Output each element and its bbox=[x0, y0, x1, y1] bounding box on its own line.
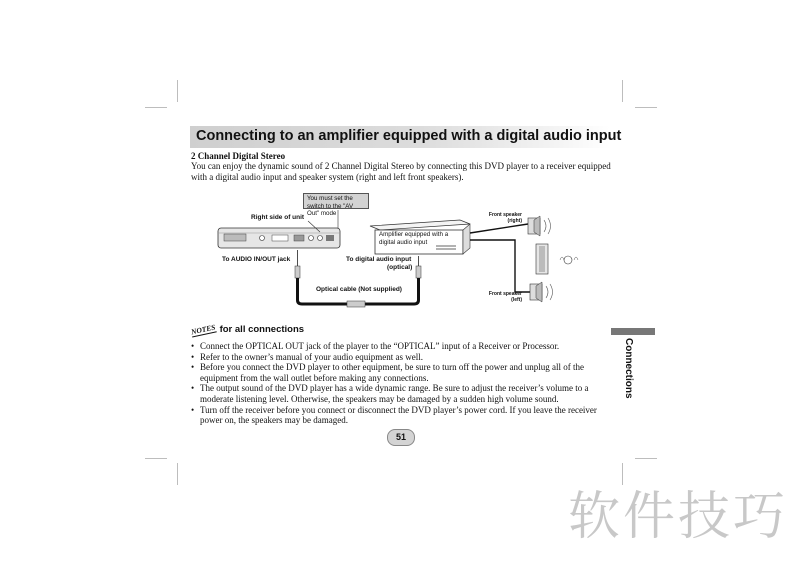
crop-mark bbox=[177, 80, 178, 102]
intro-paragraph: You can enjoy the dynamic sound of 2 Channel Digital Stereo by connecting this DVD player to a receiver equipped with a digital audio input and speaker system (right and left front speakers). bbox=[191, 161, 611, 182]
list-item: • Refer to the owner’s manual of your audio equipment as well. bbox=[191, 352, 621, 363]
crop-mark bbox=[635, 458, 657, 459]
list-item: • Connect the OPTICAL OUT jack of the player to the “OPTICAL” input of a Receiver or Processor. bbox=[191, 341, 621, 352]
section-title-bar bbox=[190, 126, 622, 148]
crop-mark bbox=[635, 107, 657, 108]
speaker-left bbox=[530, 282, 553, 302]
digital-input-optical-label: (optical) bbox=[387, 264, 413, 271]
page-number: 51 bbox=[387, 429, 415, 446]
audio-jack-label: To AUDIO IN/OUT jack bbox=[222, 256, 291, 263]
crop-mark bbox=[622, 80, 623, 102]
listener-area bbox=[536, 244, 578, 274]
wire-right bbox=[470, 224, 528, 233]
front-speaker-right-label: Front speaker (right) bbox=[488, 212, 522, 224]
crop-mark bbox=[177, 463, 178, 485]
list-item: • Turn off the receiver before you connect or disconnect the DVD player’s power cord. If you leave the receiver power on, the speakers may be damaged. bbox=[191, 405, 621, 426]
crop-mark bbox=[145, 458, 167, 459]
side-tab bbox=[620, 338, 634, 399]
notes-header bbox=[191, 324, 304, 335]
digital-input-label: To digital audio input bbox=[346, 256, 412, 263]
amplifier-label: Amplifier equipped with a digital audio input bbox=[379, 231, 449, 246]
dvd-player bbox=[218, 228, 340, 248]
right-side-label: Right side of unit bbox=[251, 214, 305, 221]
crop-mark bbox=[145, 107, 167, 108]
list-item: • Before you connect the DVD player to other equipment, be sure to turn off the power and unplug all of the equipment from the wall outlet before making any connections. bbox=[191, 362, 621, 383]
section-title: Connecting to an amplifier equipped with a digital audio input bbox=[196, 128, 622, 144]
notes-icon: NOTES bbox=[190, 322, 217, 336]
connection-diagram bbox=[210, 188, 590, 318]
subheading: 2 Channel Digital Stereo bbox=[191, 151, 286, 161]
watermark: 软件技巧 bbox=[568, 487, 789, 547]
switch-note: You must set the switch to the "AV Out" mode bbox=[303, 193, 369, 209]
side-tab-label: Connections bbox=[623, 338, 634, 399]
optical-cable-label: Optical cable (Not supplied) bbox=[316, 286, 402, 293]
speaker-right bbox=[528, 216, 551, 236]
side-tab-bar bbox=[611, 328, 655, 335]
notes-list bbox=[191, 341, 621, 426]
notes-title: for all connections bbox=[219, 324, 305, 335]
diagram-graphics bbox=[210, 188, 590, 318]
list-item: • The output sound of the DVD player has a wide dynamic range. Be sure to adjust the receiver’s volume to a moderate listening level. Otherwise, the speakers may be damaged by a sudden high volume sound. bbox=[191, 383, 621, 404]
wire-left bbox=[470, 240, 530, 292]
front-speaker-left-label: Front speaker (left) bbox=[488, 291, 522, 303]
